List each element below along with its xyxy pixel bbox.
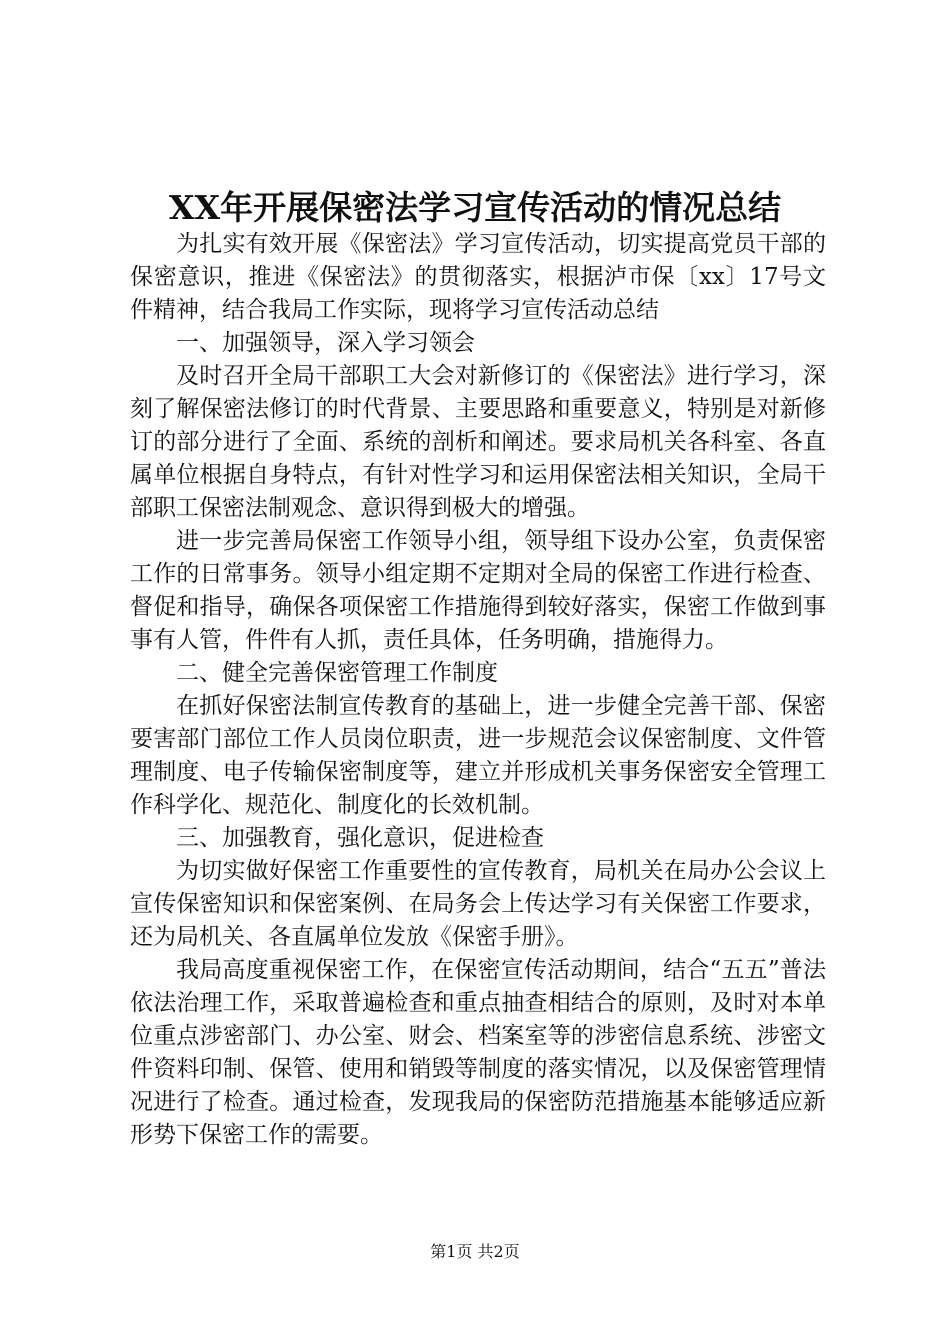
document-body [130, 228, 826, 1152]
paragraph: 进一步完善局保密工作领导小组，领导组下设办公室，负责保密工作的日常事务。领导小组定期不定期对全局的保密工作进行检查、督促和指导，确保各项保密工作措施得到较好落实，保密工作做到事事有人管，件件有人抓，责任具体，任务明确，措施得力。 [130, 528, 826, 653]
paragraph: 为切实做好保密工作重要性的宣传教育，局机关在局办公会议上宣传保密知识和保密案例、在局务会上传达学习有关保密工作要求，还为局机关、各直属单位发放《保密手册》。 [130, 858, 826, 950]
section-heading-3: 三、加强教育，强化意识，促进检查 [176, 825, 544, 851]
page-footer: 第1页 共2页 [430, 1242, 520, 1261]
paragraph-intro: 为扎实有效开展《保密法》学习宣传活动，切实提高党员干部的保密意识，推进《保密法》的贯彻落实，根据泸市保〔xx〕17号文件精神，结合我局工作实际，现将学习宣传活动总结 [130, 231, 826, 323]
document-title: XX年开展保密法学习宣传活动的情况总结 [168, 188, 782, 227]
paragraph: 我局高度重视保密工作，在保密宣传活动期间，结合“五五”普法依法治理工作，采取普遍检查和重点抽查相结合的原则，及时对本单位重点涉密部门、办公室、财会、档案室等的涉密信息系统、涉密文件资料印制、保管、使用和销毁等制度的落实情况，以及保密管理情况进行了检查。通过检查，发现我局的保密防范措施基本能够适应新形势下保密工作的需要。 [130, 957, 826, 1148]
section-heading-1: 一、加强领导，深入学习领会 [176, 330, 475, 356]
section-heading-2: 二、健全完善保密管理工作制度 [176, 660, 498, 686]
paragraph: 及时召开全局干部职工大会对新修订的《保密法》进行学习，深刻了解保密法修订的时代背景、主要思路和重要意义，特别是对新修订的部分进行了全面、系统的剖析和阐述。要求局机关各科室、各直属单位根据自身特点，有针对性学习和运用保密法相关知识，全局干部职工保密法制观念、意识得到极大的增强。 [130, 363, 826, 521]
paragraph: 在抓好保密法制宣传教育的基础上，进一步健全完善干部、保密要害部门部位工作人员岗位职责，进一步规范会议保密制度、文件管理制度、电子传输保密制度等，建立并形成机关事务保密安全管理工作科学化、规范化、制度化的长效机制。 [130, 693, 826, 818]
